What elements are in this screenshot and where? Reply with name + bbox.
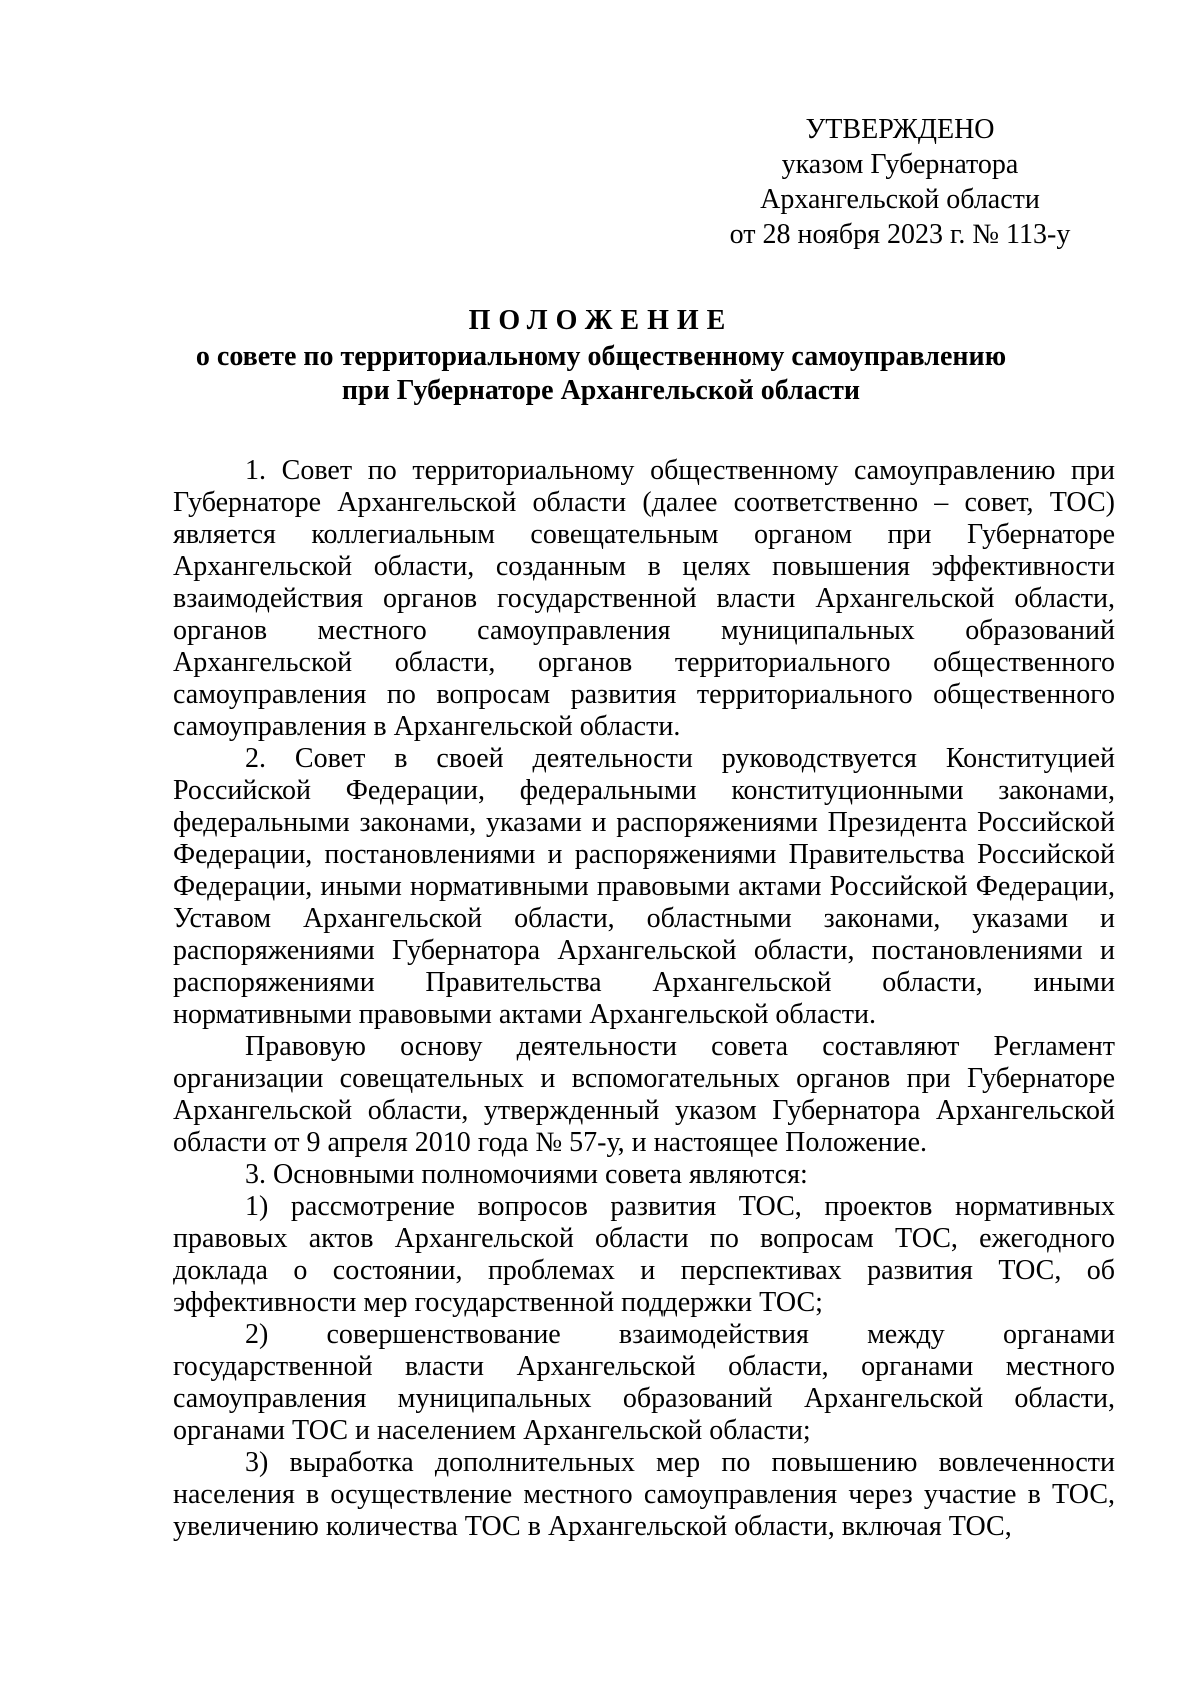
paragraph-3-item-3: 3) выработка дополнительных мер по повышению вовлеченности населения в осуществление местного самоуправления через участие в ТОС, увеличению количества ТОС в Архангельской области, включая ТОС, [173, 1447, 1115, 1542]
paragraph-1: 1. Совет по территориальному общественному самоуправлению при Губернаторе Архангельской области (далее соответственно – совет, ТОС) является коллегиальным совещательным органом при Губернаторе Архангельской области, созданным в целях повышения эффективности взаимодействия органов государственной власти Архангельской области, органов местного самоуправления муниципальных образований Архангельской области, органов территориального общественного самоуправления по вопросам развития территориального общественного самоуправления в Архангельской области. [173, 455, 1115, 742]
approval-region: Архангельской области [760, 184, 1040, 215]
approval-approved: УТВЕРЖДЕНО [805, 114, 995, 145]
document-heading: ПОЛОЖЕНИЕ [468, 305, 734, 336]
document-subtitle-line-2: при Губернаторе Архангельской области [341, 375, 861, 406]
document-title [130, 304, 1072, 408]
paragraph-3: 3. Основными полномочиями совета являются: [245, 1159, 808, 1190]
approval-decree: указом Губернатора [781, 149, 1019, 180]
approval-date-number: от 28 ноября 2023 г. № 113-у [729, 219, 1071, 250]
paragraph-legal-basis: Правовую основу деятельности совета составляют Регламент организации совещательных и вспомогательных органов при Губернаторе Архангельской области, утвержденный указом Губернатора Архангельской области от 9 апреля 2010 года № 57-у, и настоящее Положение. [173, 1031, 1115, 1158]
paragraph-3-item-1: 1) рассмотрение вопросов развития ТОС, проектов нормативных правовых актов Архангельской области по вопросам ТОС, ежегодного доклада о состоянии, проблемах и перспективах развития ТОС, об эффективности мер государственной поддержки ТОС; [173, 1191, 1115, 1318]
approval-stamp [720, 112, 1080, 252]
paragraph-2: 2. Совет в своей деятельности руководствуется Конституцией Российской Федерации, федеральными конституционными законами, федеральными законами, указами и распоряжениями Президента Российской Федерации, постановлениями и распоряжениями Правительства Российской Федерации, иными нормативными правовыми актами Российской Федерации, Уставом Архангельской области, областными законами, указами и распоряжениями Губернатора Архангельской области, постановлениями и распоряжениями Правительства Архангельской области, иными нормативными правовыми актами Архангельской области. [173, 743, 1115, 1030]
paragraph-3-item-2: 2) совершенствование взаимодействия между органами государственной власти Архангельской области, органами местного самоуправления муниципальных образований Архангельской области, органами ТОС и населением Архангельской области; [173, 1319, 1115, 1446]
document-subtitle-line-1: о совете по территориальному общественному самоуправлению [195, 341, 1007, 372]
document-body [173, 455, 1115, 1543]
